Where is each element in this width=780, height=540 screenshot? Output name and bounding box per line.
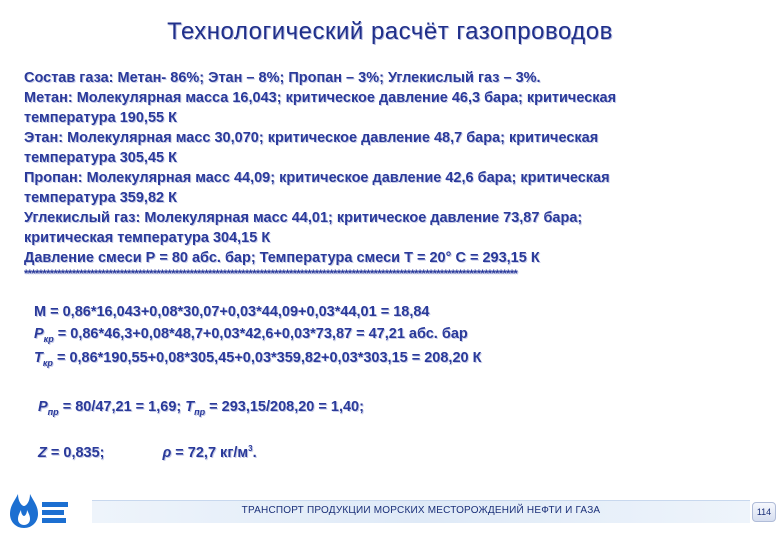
formula-value: .	[252, 444, 257, 461]
formula-value: = 293,15/208,20 = 1,40;	[205, 399, 364, 415]
text-line: температура 190,55 К	[24, 110, 177, 126]
text-line: температура 305,45 К	[24, 150, 177, 166]
symbol: ρ	[162, 444, 172, 461]
text-line: критическая температура 304,15 К	[24, 230, 271, 246]
critical-pressure-formula	[34, 326, 468, 344]
compressibility-density-formula	[38, 444, 257, 461]
text-line: температура 359,82 К	[24, 190, 177, 206]
text-line: Пропан: Молекулярная масс 44,09; критическое давление 42,6 бара; критическая	[24, 170, 610, 186]
critical-temperature-formula	[34, 350, 481, 368]
gas-composition-text	[24, 68, 764, 280]
formula-value: = 80/47,21 = 1,69;	[58, 399, 186, 415]
text-line: Этан: Молекулярная масс 30,070; критическое давление 48,7 бара; критическая	[24, 130, 599, 146]
formula-value: = 72,7 кг/м	[171, 444, 249, 461]
footer-bar	[92, 500, 750, 523]
formula-value: = 0,86*190,55+0,08*305,45+0,03*359,82+0,03*303,15 = 208,20 К	[52, 350, 482, 366]
text-line: Метан: Молекулярная масса 16,043; критическое давление 46,3 бара; критическая	[24, 90, 617, 106]
symbol: Р	[38, 399, 48, 415]
formula-value: = 0,86*46,3+0,08*48,7+0,03*42,6+0,03*73,87 = 47,21 абс. бар	[53, 326, 468, 342]
subscript: пр	[194, 406, 206, 417]
symbol: Т	[185, 399, 195, 415]
subscript: кр	[42, 357, 53, 368]
subscript: кр	[43, 333, 54, 344]
text-line: Давление смеси Р = 80 абс. бар; Температура смеси Т = 20° С = 293,15 К	[24, 250, 540, 266]
reduced-parameters-formula	[38, 399, 364, 417]
molar-mass-formula: М = 0,86*16,043+0,08*30,07+0,03*44,09+0,03*44,01 = 18,84	[34, 304, 430, 320]
footer-text: ТРАНСПОРТ ПРОДУКЦИИ МОРСКИХ МЕСТОРОЖДЕНИЙ НЕФТИ И ГАЗА	[241, 505, 601, 516]
page-title: Технологический расчёт газопроводов	[167, 18, 613, 45]
superscript: 3	[248, 444, 253, 453]
symbol: Р	[34, 326, 44, 342]
text-line: Состав газа: Метан- 86%; Этан – 8%; Пропан – 3%; Углекислый газ – 3%.	[24, 70, 541, 86]
symbol: Z	[38, 444, 47, 461]
star-separator: **************************************************************************************************************************************	[24, 268, 518, 280]
text-line: Углекислый газ: Молекулярная масс 44,01; критическое давление 73,87 бара;	[24, 210, 583, 226]
gazprom-logo-icon	[4, 488, 84, 534]
formula-value: = 0,835;	[46, 444, 105, 461]
subscript: пр	[47, 406, 59, 417]
symbol: Т	[34, 350, 43, 366]
page-number: 114	[752, 502, 776, 522]
